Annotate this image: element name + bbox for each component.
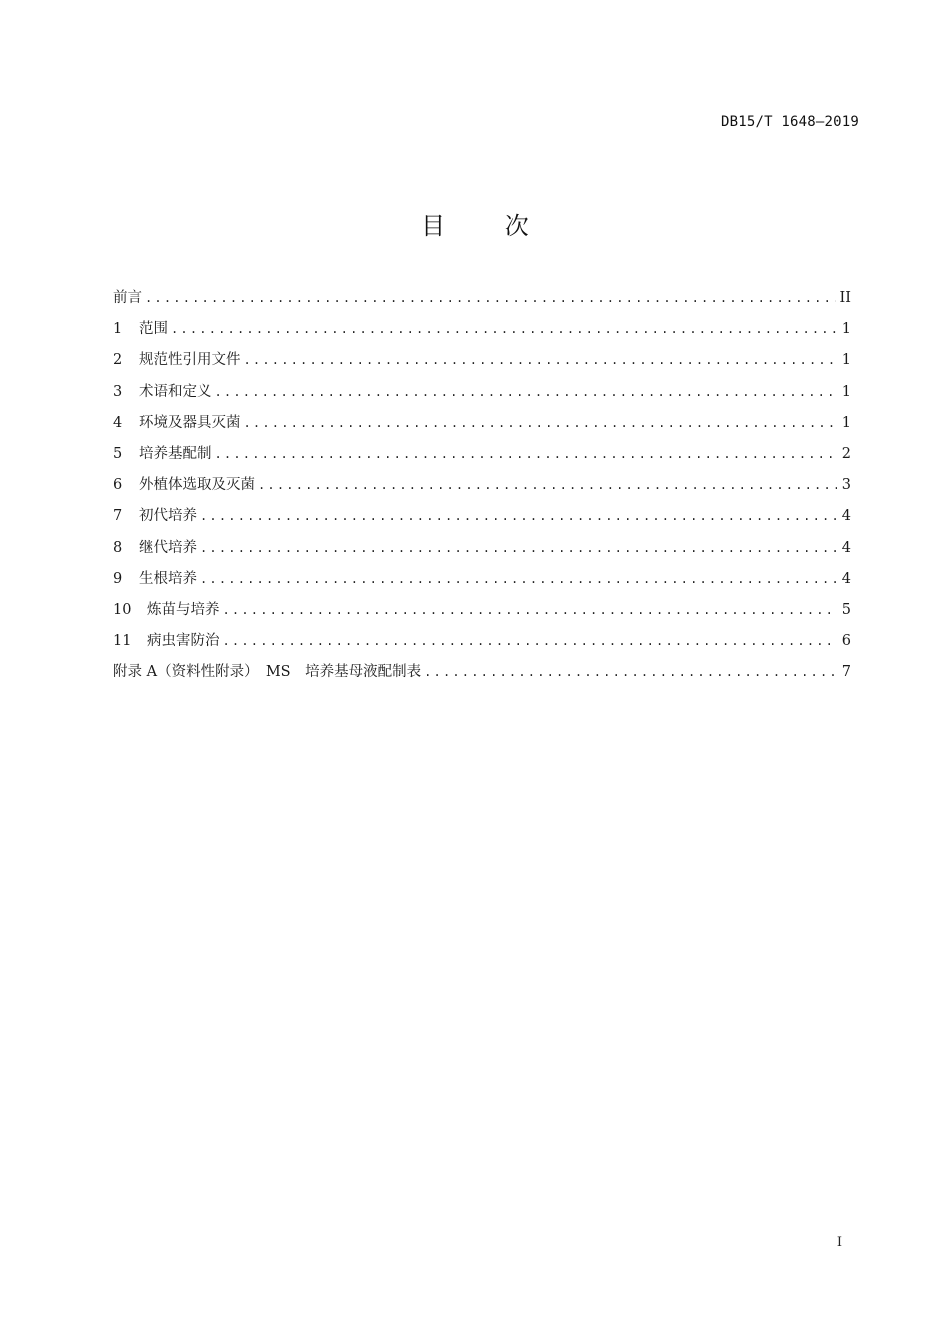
toc-leader-dots bbox=[215, 379, 838, 405]
toc-entry-label: 病虫害防治 bbox=[147, 633, 220, 650]
toc-leader-dots bbox=[244, 410, 838, 436]
toc-entry-number: 3 bbox=[113, 383, 123, 400]
toc-entry-page: 1 bbox=[841, 414, 851, 431]
toc-entry-number: 5 bbox=[113, 445, 123, 462]
toc-entry-page: 1 bbox=[841, 321, 851, 338]
toc-entry-number: 8 bbox=[113, 539, 123, 556]
toc-leader-dots bbox=[258, 472, 837, 498]
toc-entry-page: 1 bbox=[841, 352, 851, 369]
toc-entry-7[interactable] bbox=[113, 503, 851, 534]
toc-entry-4[interactable] bbox=[113, 410, 851, 441]
toc-entry-number: 7 bbox=[113, 508, 123, 525]
toc-entry-label: 继代培养 bbox=[139, 539, 197, 556]
toc-entry-number: 11 bbox=[113, 633, 132, 650]
toc-entry-label: 培养基配制 bbox=[139, 445, 212, 462]
toc-entry-page: 7 bbox=[841, 664, 851, 681]
toc-entry-10[interactable] bbox=[113, 597, 851, 628]
toc-leader-dots bbox=[223, 628, 838, 654]
toc-leader-dots bbox=[244, 347, 838, 373]
toc-entry-label: 环境及器具灭菌 bbox=[139, 414, 241, 431]
toc-entry-number: 10 bbox=[113, 601, 132, 618]
toc-leader-dots bbox=[215, 441, 838, 467]
toc-entry-foreword[interactable] bbox=[113, 285, 851, 316]
toc-entry-8[interactable] bbox=[113, 535, 851, 566]
toc-entry-5[interactable] bbox=[113, 441, 851, 472]
toc-entry-page: 4 bbox=[841, 508, 851, 525]
table-of-contents bbox=[113, 285, 851, 690]
toc-entry-page: 1 bbox=[841, 383, 851, 400]
toc-entry-label: 规范性引用文件 bbox=[139, 352, 241, 369]
toc-entry-page: 6 bbox=[841, 633, 851, 650]
toc-entry-number: 4 bbox=[113, 414, 123, 431]
toc-entry-number: 2 bbox=[113, 352, 123, 369]
toc-leader-dots bbox=[200, 566, 837, 592]
toc-leader-dots bbox=[200, 503, 837, 529]
document-code: DB15/T 1648—2019 bbox=[720, 114, 859, 130]
toc-entry-page: 4 bbox=[841, 539, 851, 556]
page-title: 目 次 bbox=[421, 212, 555, 240]
toc-entry-9[interactable] bbox=[113, 566, 851, 597]
toc-entry-label: 初代培养 bbox=[139, 508, 197, 525]
toc-entry-label: 附录 A（资料性附录） MS 培养基母液配制表 bbox=[113, 664, 422, 681]
toc-leader-dots bbox=[200, 535, 837, 561]
toc-entry-2[interactable] bbox=[113, 347, 851, 378]
toc-entry-11[interactable] bbox=[113, 628, 851, 659]
toc-entry-page: II bbox=[839, 290, 851, 306]
toc-leader-dots bbox=[223, 597, 838, 623]
toc-entry-page: 5 bbox=[841, 601, 851, 618]
toc-entry-number: 9 bbox=[113, 570, 123, 587]
toc-entry-label: 前言 bbox=[113, 290, 142, 306]
toc-entry-page: 2 bbox=[841, 445, 851, 462]
toc-entry-label: 炼苗与培养 bbox=[147, 601, 220, 618]
toc-entry-3[interactable] bbox=[113, 379, 851, 410]
toc-entry-label: 生根培养 bbox=[139, 570, 197, 587]
toc-leader-dots bbox=[424, 659, 837, 685]
toc-entry-label: 范围 bbox=[139, 321, 168, 338]
toc-entry-page: 4 bbox=[841, 570, 851, 587]
toc-entry-label: 外植体选取及灭菌 bbox=[139, 477, 255, 494]
toc-entry-page: 3 bbox=[841, 477, 851, 494]
toc-entry-number: 1 bbox=[113, 321, 123, 338]
page-number: I bbox=[836, 1235, 842, 1250]
toc-entry-label: 术语和定义 bbox=[139, 383, 212, 400]
toc-entry-1[interactable] bbox=[113, 316, 851, 347]
toc-leader-dots bbox=[171, 316, 837, 342]
toc-leader-dots bbox=[145, 285, 836, 311]
toc-entry-appendix-a[interactable] bbox=[113, 659, 851, 690]
toc-entry-number: 6 bbox=[113, 477, 123, 494]
toc-entry-6[interactable] bbox=[113, 472, 851, 503]
